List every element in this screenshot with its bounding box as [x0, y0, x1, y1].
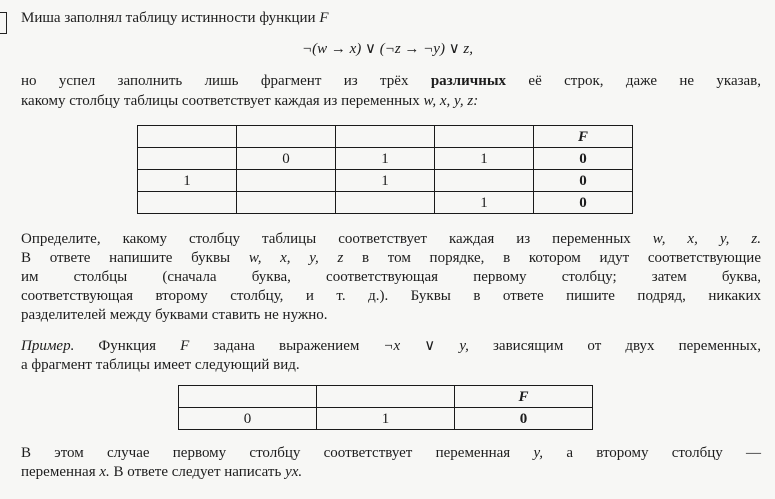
table-cell-f: 0: [534, 148, 633, 170]
task-line-3: [21, 92, 761, 111]
table-row: [179, 408, 593, 430]
task-line-2: [21, 72, 761, 91]
task-line-3-vars: w, x, y, z:: [423, 93, 479, 109]
table-cell: [237, 192, 336, 214]
example-header-row: [179, 386, 593, 408]
task-line-3-text: какому столбцу таблицы соответствует каждая из переменных: [21, 93, 420, 109]
conclusion-text: В этом случае первому столбцу соответствует переменная: [21, 445, 511, 461]
question-vars: w, x, y, z: [248, 250, 344, 266]
conclusion-var: x.: [99, 464, 110, 480]
table-cell: 0: [179, 408, 317, 430]
question-text: Определите, какому столбцу таблицы соответствует каждая из переменных: [21, 231, 631, 247]
task-line-2-start: но успел заполнить лишь фрагмент из трёх: [21, 73, 409, 89]
conclusion-text: В ответе следует написать: [113, 464, 282, 480]
table-cell: 1: [336, 170, 435, 192]
task-line-2-end: её строк, даже не указав,: [528, 73, 762, 89]
table-cell-f: 0: [455, 408, 593, 430]
header-cell: [237, 126, 336, 148]
header-cell: [435, 126, 534, 148]
example-func: F: [180, 338, 190, 354]
table-cell: 1: [435, 192, 534, 214]
question-line-5: разделителей между буквами ставить не нужно.: [21, 307, 328, 323]
question-line-2: [21, 249, 761, 268]
table-cell: [138, 192, 237, 214]
conclusion-var: y,: [533, 445, 544, 461]
table-row: [138, 148, 633, 170]
table-cell: 1: [138, 170, 237, 192]
header-cell: [336, 126, 435, 148]
table-cell: [138, 148, 237, 170]
table-cell-f: 0: [534, 192, 633, 214]
table-row: [138, 170, 633, 192]
task-intro: Миша заполнял таблицу истинности функции: [21, 10, 316, 26]
formula-line: [0, 40, 775, 59]
conclusion-text: переменная: [21, 464, 96, 480]
header-cell: [179, 386, 317, 408]
question-vars: w, x, y, z.: [652, 231, 762, 247]
table-cell: 1: [336, 148, 435, 170]
task-bold-word: различных: [430, 73, 507, 89]
example-table: [178, 385, 593, 430]
header-cell: [317, 386, 455, 408]
example-label: Пример.: [21, 338, 75, 354]
conclusion-line-1: [21, 444, 761, 463]
example-text: Функция: [98, 338, 157, 354]
example-text: зависящим от двух переменных,: [493, 338, 761, 354]
formula: ¬(w → x) ∨ (¬z → ¬y) ∨ z,: [301, 41, 474, 57]
question-line-3: им столбцы (сначала буква, соответствующая первому столбцу; затем буква,: [21, 269, 761, 285]
table-cell-f: 0: [534, 170, 633, 192]
table-cell: [435, 170, 534, 192]
header-cell-f: F: [534, 126, 633, 148]
table-cell: 0: [237, 148, 336, 170]
conclusion-answer: yx.: [285, 464, 303, 480]
table-row: [138, 192, 633, 214]
table-cell: [237, 170, 336, 192]
question-line-1: [21, 230, 761, 249]
example-text: задана выражением: [213, 338, 360, 354]
table-cell: [336, 192, 435, 214]
conclusion-line-2: [21, 463, 761, 482]
example-expr: ¬x ∨ y,: [383, 338, 469, 354]
table-cell: 1: [317, 408, 455, 430]
question-text: в том порядке, в котором идут соответствующие: [362, 250, 761, 266]
question-text: В ответе напишите буквы: [21, 250, 231, 266]
header-cell: [138, 126, 237, 148]
task-intro-line: [21, 9, 761, 28]
table-header-row: [138, 126, 633, 148]
truth-table: [137, 125, 633, 214]
example-line-2: а фрагмент таблицы имеет следующий вид.: [21, 357, 300, 373]
conclusion-text: а второму столбцу —: [566, 445, 761, 461]
example-line-1: [21, 337, 761, 356]
task-number-box: [0, 12, 7, 34]
function-name: F: [319, 10, 329, 26]
header-cell-f: F: [455, 386, 593, 408]
question-line-4: соответствующая второму столбцу, и т. д.). Буквы в ответе пишите подряд, никаких: [21, 288, 761, 304]
table-cell: 1: [435, 148, 534, 170]
